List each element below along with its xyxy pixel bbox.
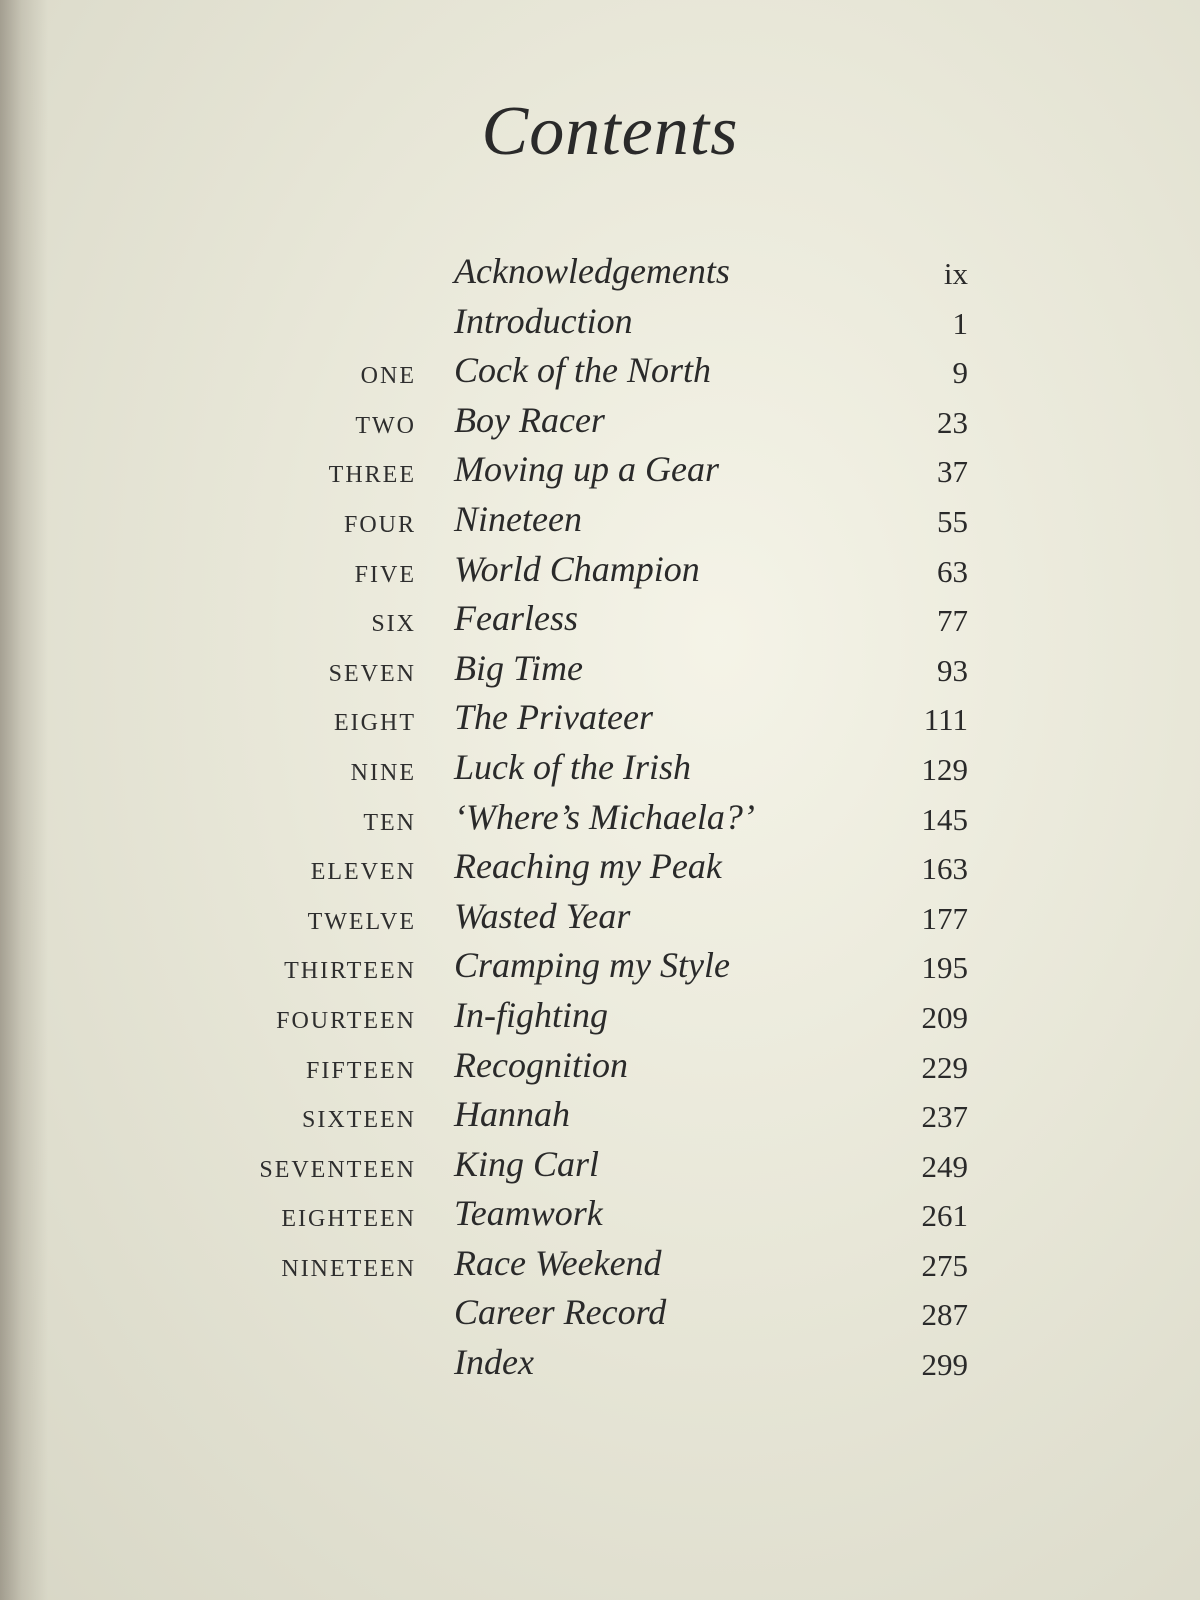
chapter-number: TWO — [355, 412, 416, 439]
page-number: 129 — [921, 751, 968, 787]
page-number: 77 — [937, 603, 968, 639]
page-number: 37 — [937, 454, 968, 490]
chapter-number: NINETEEN — [281, 1255, 416, 1282]
chapter-number: FIFTEEN — [306, 1057, 416, 1084]
chapter-title: Race Weekend — [454, 1242, 662, 1283]
toc-entry — [0, 938, 1200, 988]
chapter-title: Wasted Year — [454, 895, 631, 936]
page-number: 275 — [921, 1247, 968, 1283]
chapter-number: FOURTEEN — [276, 1007, 416, 1034]
toc-entry — [0, 641, 1200, 691]
chapter-number: THIRTEEN — [284, 958, 416, 985]
toc-entry — [0, 1137, 1200, 1187]
toc-entry — [0, 492, 1200, 542]
toc-entry — [0, 839, 1200, 889]
page-number: 63 — [937, 553, 968, 589]
chapter-title: Big Time — [454, 647, 584, 688]
page-title: Contents — [481, 93, 739, 170]
page-number: 229 — [921, 1049, 968, 1085]
chapter-title: Acknowledgements — [454, 251, 730, 291]
page-number: 93 — [937, 652, 968, 688]
toc-entry — [0, 343, 1200, 393]
chapter-number: SIX — [371, 611, 416, 638]
page-number: 55 — [937, 503, 968, 539]
page-number: 261 — [921, 1198, 968, 1234]
page-number: 23 — [937, 404, 968, 440]
chapter-number: THREE — [328, 462, 416, 489]
page-number: 209 — [921, 999, 968, 1035]
chapter-title: The Privateer — [454, 697, 653, 738]
toc-entry — [0, 294, 1200, 344]
toc-entry — [0, 690, 1200, 740]
toc-entry — [0, 393, 1200, 443]
toc-entry — [0, 542, 1200, 592]
table-of-contents — [0, 244, 1200, 1385]
chapter-title: ‘Where’s Michaela?’ — [454, 796, 755, 837]
chapter-title: Recognition — [454, 1044, 628, 1085]
chapter-number: FOUR — [343, 511, 416, 538]
toc-entry — [0, 244, 1200, 294]
chapter-number: EIGHTEEN — [281, 1206, 416, 1233]
chapter-number: FIVE — [354, 561, 416, 588]
chapter-title: Luck of the Irish — [454, 746, 691, 787]
chapter-title: Cock of the North — [454, 350, 711, 391]
toc-entry — [0, 1285, 1200, 1335]
toc-entry — [0, 790, 1200, 840]
chapter-title: Career Record — [454, 1292, 667, 1333]
chapter-title: World Champion — [454, 548, 700, 589]
toc-entry — [0, 1038, 1200, 1088]
chapter-title: Introduction — [454, 300, 633, 341]
toc-entry — [0, 591, 1200, 641]
toc-entry — [0, 988, 1200, 1038]
toc-entry — [0, 1186, 1200, 1236]
chapter-title: Reaching my Peak — [454, 846, 722, 887]
chapter-title: Boy Racer — [454, 399, 605, 440]
chapter-number: EIGHT — [334, 710, 416, 737]
toc-entry — [0, 740, 1200, 790]
chapter-number: SIXTEEN — [302, 1107, 416, 1134]
chapter-title: Teamwork — [454, 1193, 603, 1234]
chapter-number: NINE — [350, 759, 416, 786]
page-number: 163 — [921, 851, 968, 887]
page-number: 111 — [923, 702, 968, 738]
chapter-title: Fearless — [454, 598, 578, 639]
page-number: ix — [943, 256, 968, 291]
chapter-number: SEVENTEEN — [259, 1156, 416, 1183]
chapter-title: King Carl — [454, 1143, 600, 1184]
chapter-number: TEN — [363, 809, 416, 836]
chapter-title: In-fighting — [454, 994, 608, 1035]
page-number: 145 — [921, 801, 968, 837]
page-number: 195 — [921, 950, 968, 986]
toc-entry — [0, 442, 1200, 492]
page-number: 9 — [952, 355, 968, 391]
chapter-title: Nineteen — [454, 498, 582, 539]
chapter-title: Moving up a Gear — [454, 449, 719, 490]
page-number: 1 — [952, 305, 968, 341]
toc-entry — [0, 889, 1200, 939]
toc-entry — [0, 1087, 1200, 1137]
chapter-title: Cramping my Style — [454, 945, 730, 986]
chapter-number: TWELVE — [307, 908, 416, 935]
toc-entry — [0, 1335, 1200, 1385]
page-number: 237 — [921, 1099, 968, 1135]
chapter-number: SEVEN — [328, 660, 416, 687]
chapter-title: Index — [454, 1342, 534, 1383]
chapter-number: ELEVEN — [310, 859, 416, 886]
page-number: 299 — [921, 1347, 968, 1383]
page-number: 177 — [921, 900, 968, 936]
page-number: 287 — [921, 1297, 968, 1333]
toc-entry — [0, 1236, 1200, 1286]
chapter-number: ONE — [360, 363, 416, 390]
chapter-title: Hannah — [454, 1094, 570, 1135]
page-number: 249 — [921, 1148, 968, 1184]
